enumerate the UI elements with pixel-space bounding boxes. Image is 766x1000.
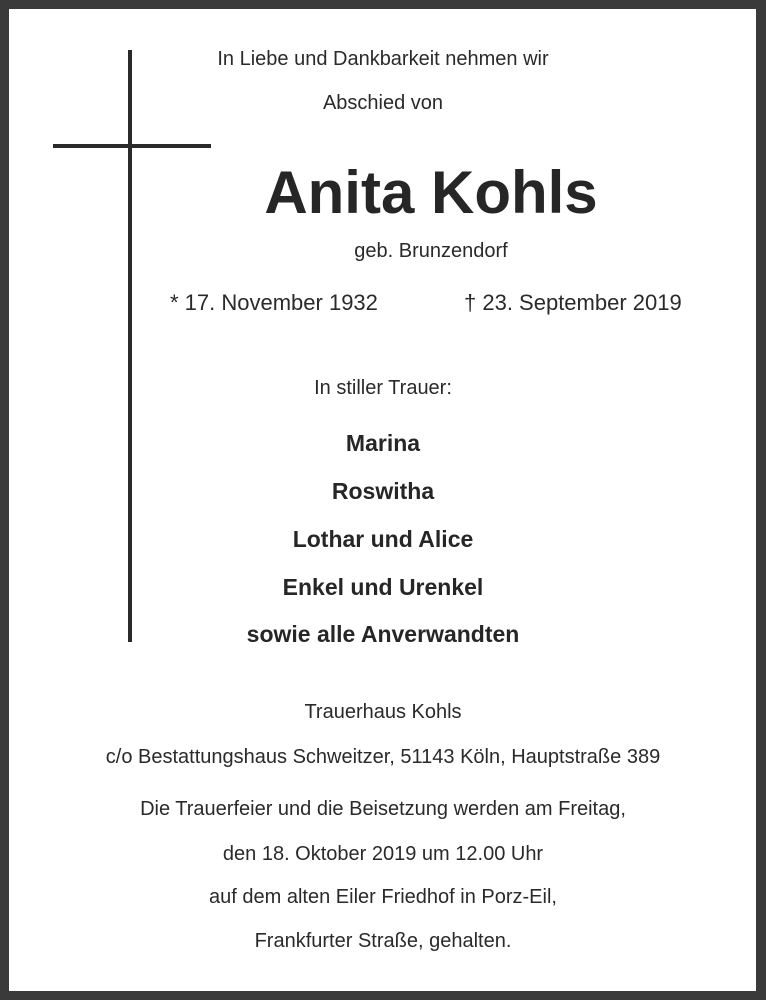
funeral-line-3: auf dem alten Eiler Friedhof in Porz-Eil, xyxy=(209,886,557,908)
funeral-line-1: Die Trauerfeier und die Beisetzung werden am Freitag, xyxy=(140,798,626,820)
mourner-3: Lothar und Alice xyxy=(292,526,474,552)
mourner-1: Marina xyxy=(345,430,421,456)
death-date: † 23. September 2019 xyxy=(464,290,682,315)
birth-date: * 17. November 1932 xyxy=(170,290,378,315)
house-name: Trauerhaus Kohls xyxy=(304,701,462,723)
mourner-2: Roswitha xyxy=(331,478,435,504)
deceased-name: Anita Kohls xyxy=(264,159,598,226)
cross-vertical-bar xyxy=(128,50,132,642)
funeral-line-2: den 18. Oktober 2019 um 12.00 Uhr xyxy=(222,843,544,865)
mourner-4: Enkel und Urenkel xyxy=(282,574,484,600)
address: c/o Bestattungshaus Schweitzer, 51143 Köln, Hauptstraße 389 xyxy=(105,746,661,768)
maiden-name: geb. Brunzendorf xyxy=(354,240,508,262)
intro-line-2: Abschied von xyxy=(322,92,444,114)
cross-horizontal-bar xyxy=(53,144,211,148)
intro-line-1: In Liebe und Dankbarkeit nehmen wir xyxy=(217,48,549,70)
mourning-heading: In stiller Trauer: xyxy=(314,377,452,399)
mourner-5: sowie alle Anverwandten xyxy=(246,621,520,647)
funeral-line-4: Frankfurter Straße, gehalten. xyxy=(254,930,512,952)
